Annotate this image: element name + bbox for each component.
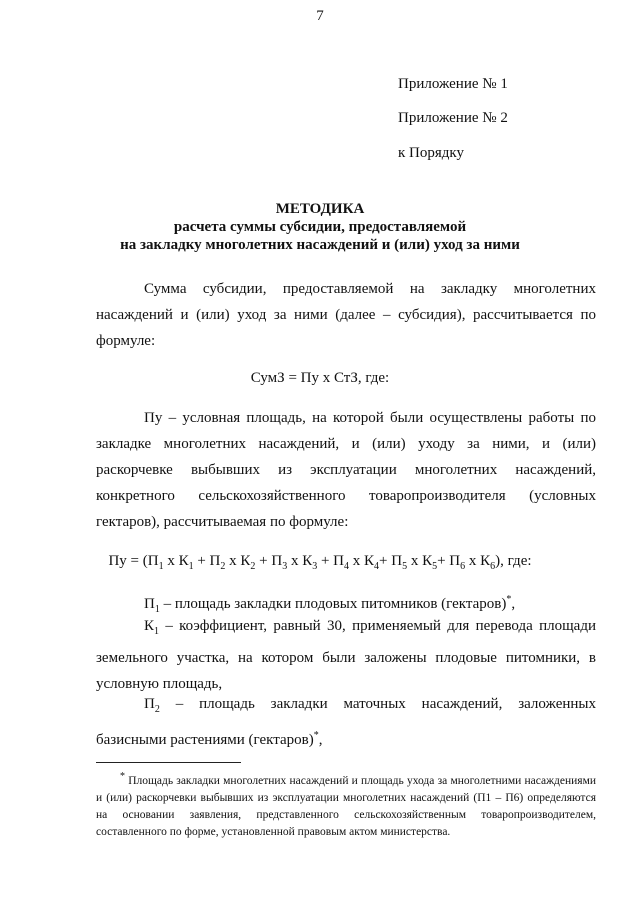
appendix-line-1: Приложение № 1 xyxy=(398,76,508,92)
formula-py: Пу = ($П_1$ х $К_1 + П_2$ х $К_2 + П_3$ х $К_3 + П_4$ х $К_4+ П_5$ х $К_5+ П_6$ х $К_6$), где: xyxy=(108,553,532,572)
document-title: МЕТОДИКА xyxy=(275,201,365,217)
p1-definition: $П_1$ – площадь закладки плодовых питомников (гектаров)*, xyxy=(144,594,516,615)
document-subtitle-line-1: расчета суммы субсидии, предоставляемой xyxy=(173,219,467,235)
p2-definition: $П_2$ – площадь закладки маточных насаждений, заложенных базисными растениями (гектаров)*, xyxy=(96,696,596,748)
appendix-line-3: к Порядку xyxy=(398,145,464,161)
document-subtitle-line-2: на закладку многолетних насаждений и (или) уход за ними xyxy=(120,237,520,253)
appendix-line-2: Приложение № 2 xyxy=(398,110,508,126)
k1-definition: $К_1$ – коэффициент, равный 30, применяемый для перевода площади земельного участка, на котором были заложены плодовые питомники, в условную площадь, xyxy=(96,618,596,692)
py-definition-paragraph: Пу – условная площадь, на которой были осуществлены работы по закладке многолетних насаждений, и (или) уходу за ними, и (или) раскорчевке выбывших из эксплуатации многолетних насаждений, конкретного сельскохозяйственного товаропроизводителя (условных гектаров), рассчитываемая по формуле: xyxy=(96,410,596,530)
formula-sum: СумЗ = Пу х СтЗ, где: xyxy=(250,370,390,386)
footnote-divider xyxy=(96,762,241,763)
footnote xyxy=(96,768,596,841)
footnote-text: Площадь закладки многолетних насаждений и площадь ухода за многолетними насаждениями и (или) раскорчевки выбывших из эксплуатации многолетних насаждений (П1 – П6) определяются на основании заявления, представленного сельскохозяйственным товаропроизводителем, составленного по форме, установленной правовым актом министерства. xyxy=(96,774,597,838)
intro-paragraph: Сумма субсидии, предоставляемой на закладку многолетних насаждений и (или) уход за ними (далее – субсидия), рассчитывается по формуле: xyxy=(96,281,596,349)
page-number: 7 xyxy=(316,8,324,24)
footnote-mark: * xyxy=(120,771,125,782)
